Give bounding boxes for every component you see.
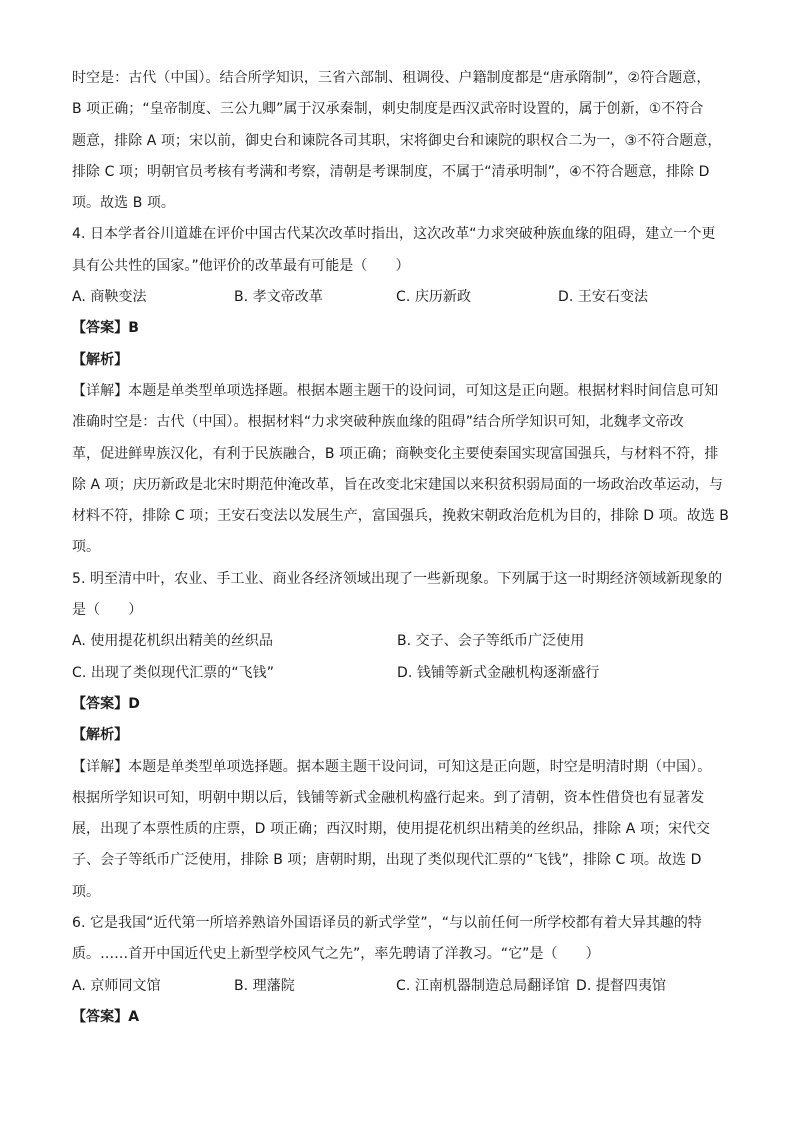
option-d: D. 王安石变法 bbox=[558, 289, 649, 306]
answer-label: 【答案】A bbox=[72, 1008, 140, 1025]
option-c: C. 庆历新政 bbox=[396, 289, 472, 306]
prev-analysis-line: 排除 C 项；明朝官员考核有考满和考察，清朝是考课制度，不属于“清承明制”，④不符合题意，排除 D bbox=[72, 163, 710, 180]
question-5 bbox=[72, 564, 722, 908]
options-row bbox=[72, 658, 722, 689]
option-d: D. 钱铺等新式金融机构逐渐盛行 bbox=[397, 664, 600, 681]
option-b: B. 孝文帝改革 bbox=[234, 289, 323, 306]
prev-analysis-line: 题意，排除 A 项；宋以前，御史台和谏院各司其职，宋将御史台和谏院的职权合二为一，③不符合题意， bbox=[72, 132, 722, 149]
detail-line: 革，促进鲜卑族汉化，有利于民族融合，B 项正确；商鞅变化主要使秦国实现富国强兵，与材料不符，排 bbox=[72, 445, 719, 462]
prev-analysis-line: B 项正确；“皇帝制度、三公九卿”属于汉承秦制，刺史制度是西汉武帝时设置的，属于创新，①不符合 bbox=[72, 101, 704, 118]
options-row bbox=[72, 971, 722, 1002]
document-page bbox=[72, 63, 729, 1033]
option-b: B. 理藩院 bbox=[234, 977, 295, 994]
detail-line: 项。 bbox=[72, 883, 101, 900]
detail-line: 项。 bbox=[72, 539, 101, 556]
prev-analysis-line: 时空是：古代（中国）。结合所学知识，三省六部制、租调役、户籍制度都是“唐承隋制”，②符合题意， bbox=[72, 70, 711, 86]
option-c: C. 江南机器制造总局翻译馆 bbox=[396, 977, 570, 994]
prev-analysis-line: 项。故选 B 项。 bbox=[72, 195, 175, 212]
detail-line: 准确时空是：古代（中国）。根据材料“力求突破种族血缘的阻碍”结合所学知识可知，北魏孝文帝改 bbox=[72, 414, 684, 431]
detail-line: 子、会子等纸币广泛使用，排除 B 项；唐朝时期，出现了类似现代汇票的“飞钱”，排除 C 项。故选 D bbox=[72, 852, 702, 869]
analysis-label: 【解析】 bbox=[72, 727, 129, 744]
detail-line: 材料不符，排除 C 项；王安石变法以发展生产，富国强兵，挽救宋朝政治危机为目的，排除 D 项。故选 B bbox=[72, 508, 729, 525]
option-a: A. 京师同文馆 bbox=[72, 977, 161, 994]
option-d: D. 提督四夷馆 bbox=[576, 977, 667, 994]
question-stem: 质。……首开中国近代史上新型学校风气之先”，率先聘请了洋教习。“它”是（ ） bbox=[72, 946, 600, 963]
option-a: A. 使用提花机织出精美的丝织品 bbox=[72, 633, 274, 650]
question-stem: 是（ ） bbox=[72, 602, 143, 619]
detail-line: 除 A 项；庆历新政是北宋时期范仲淹改革，旨在改变北宋建国以来积贫积弱局面的一场政治改革运动，与 bbox=[72, 476, 723, 493]
option-a: A. 商鞅变法 bbox=[72, 289, 147, 306]
question-stem: 6. 它是我国“近代第一所培养熟谙外国语译员的新式学堂”，“与以前任何一所学校都有着大异其趣的特 bbox=[72, 915, 702, 932]
analysis-label: 【解析】 bbox=[72, 351, 129, 368]
options-row bbox=[72, 626, 722, 657]
option-c: C. 出现了类似现代汇票的“飞钱” bbox=[72, 664, 275, 681]
question-4 bbox=[72, 219, 729, 563]
question-stem: 具有公共性的国家。”他评价的改革最有可能是（ ） bbox=[72, 257, 410, 274]
detail-line: 展，出现了本票性质的庄票，D 项正确；西汉时期，使用提花机织出精美的丝织品，排除 A 项；宋代交 bbox=[72, 821, 711, 838]
question-stem: 5. 明至清中叶，农业、手工业、商业各经济领域出现了一些新现象。下列属于这一时期经济领域新现象的 bbox=[72, 570, 723, 587]
detail-line: 【详解】本题是单类型单项选择题。据本题主题干设问词，可知这是正向题，时空是明清时期（中国）。 bbox=[72, 758, 712, 775]
question-6 bbox=[72, 908, 722, 1033]
detail-line: 根据所学知识可知，明朝中期以后，钱铺等新式金融机构盛行起来。到了清朝，资本性借贷也有显著发 bbox=[72, 789, 705, 806]
answer-label: 【答案】B bbox=[72, 320, 139, 337]
question-stem: 4. 日本学者谷川道雄在评价中国古代某次改革时指出，这次改革“力求突破种族血缘的阻碍，建立一个更 bbox=[72, 226, 716, 243]
option-b: B. 交子、会子等纸币广泛使用 bbox=[397, 633, 585, 650]
options-row bbox=[72, 282, 722, 313]
detail-line: 【详解】本题是单类型单项选择题。根据本题主题干的设问词，可知这是正向题。根据材料时间信息可知 bbox=[72, 382, 719, 399]
answer-label: 【答案】D bbox=[72, 695, 140, 712]
